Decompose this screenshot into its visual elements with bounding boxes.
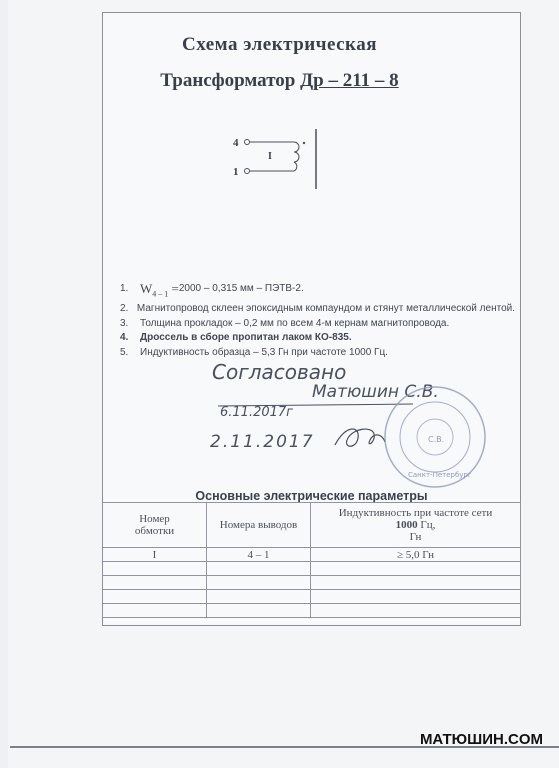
- params-table: [102, 502, 521, 618]
- winding-label: I: [268, 151, 272, 162]
- note-text: Индуктивность образца – 5,3 Гн при частоте 1000 Гц.: [140, 346, 388, 358]
- polarity-dot: [303, 142, 305, 144]
- note-text: Дроссель в сборе пропитан лаком КО-835.: [140, 332, 352, 344]
- header-freq: 1000: [395, 519, 418, 531]
- note-number: 2.: [120, 303, 129, 315]
- header-text: [311, 519, 520, 531]
- winding-schematic: [226, 124, 336, 194]
- table-row: [103, 576, 521, 590]
- table-row: [103, 604, 521, 618]
- approval-date-1: 6.11.2017г: [220, 405, 293, 420]
- note-item: [120, 346, 515, 361]
- header-text: Номера выводов: [219, 519, 298, 531]
- table-cell: [207, 576, 311, 590]
- seal-ring-text: Санкт-Петербург: [408, 471, 472, 479]
- table-cell: [103, 562, 207, 576]
- table-cell: 4 – 1: [207, 548, 311, 562]
- note-number: 1.: [120, 283, 129, 294]
- seal-center-text: С.В.: [428, 435, 445, 444]
- approval-handwriting: Согласовано: [212, 360, 347, 384]
- table-cell: [103, 576, 207, 590]
- table-cell: [311, 590, 521, 604]
- table-cell: [311, 562, 521, 576]
- header-text: Номер: [139, 513, 170, 525]
- col-header-winding: [103, 503, 207, 548]
- col-header-pins: [207, 503, 311, 548]
- table-cell: [103, 604, 207, 618]
- table-cell: ≥ 5,0 Гн: [311, 548, 521, 562]
- pin-1-label: 1: [233, 166, 239, 178]
- watermark: МАТЮШИН.COM: [419, 731, 543, 748]
- header-freq-unit: Гц,: [417, 519, 436, 531]
- table-cell: [207, 562, 311, 576]
- round-seal: [380, 382, 490, 492]
- note-item: [120, 302, 515, 317]
- pin-4-terminal: [245, 140, 250, 145]
- params-title: Основные электрические параметры: [195, 489, 428, 503]
- w-symbol: W: [140, 281, 153, 296]
- header-text: Индуктивность при частоте сети: [338, 507, 493, 519]
- subtitle-prefix: Трансформатор: [160, 70, 301, 91]
- table-header-row: [103, 503, 521, 548]
- table-cell: [103, 590, 207, 604]
- document-subtitle: [0, 70, 559, 92]
- signatory-name: Матюшин С.В.: [312, 382, 439, 402]
- coil-symbol: [294, 142, 299, 171]
- approval-date-2: 2.11.2017: [210, 432, 315, 452]
- w-subscript: 4 – 1: [152, 289, 169, 299]
- header-text: Гн: [409, 531, 422, 543]
- table-row: [103, 590, 521, 604]
- col-header-inductance: [311, 503, 521, 548]
- table-cell: I: [103, 548, 207, 562]
- pin-1-terminal: [245, 169, 250, 174]
- pin-4-label: 4: [233, 137, 239, 149]
- model-number: Др – 211 – 8: [300, 70, 399, 91]
- note-number: 4.: [120, 332, 129, 344]
- table-row: [103, 562, 521, 576]
- table-cell: [207, 590, 311, 604]
- document-title: Схема электрическая: [182, 34, 377, 55]
- table-cell: [311, 604, 521, 618]
- note-item: [120, 317, 515, 332]
- note-text: 2000 – 0,315 мм – ПЭТВ-2.: [178, 283, 304, 294]
- table-row: [103, 548, 521, 562]
- note-number: 3.: [120, 317, 129, 329]
- table-cell: [207, 604, 311, 618]
- table-cell: [311, 576, 521, 590]
- notes-list: [120, 282, 515, 360]
- header-text: обмотки: [134, 525, 175, 537]
- w-equals: =: [168, 281, 179, 296]
- note-item: [120, 282, 515, 302]
- note-item: [120, 331, 515, 346]
- note-number: 5.: [120, 346, 129, 358]
- winding-formula: [140, 282, 179, 302]
- scan-edge: [0, 0, 8, 768]
- note-text: Толщина прокладок – 0,2 мм по всем 4-м кернам магнитопровода.: [140, 317, 450, 329]
- note-text: Магнитопровод склеен эпоксидным компаундом и стянут металлической лентой.: [136, 303, 515, 315]
